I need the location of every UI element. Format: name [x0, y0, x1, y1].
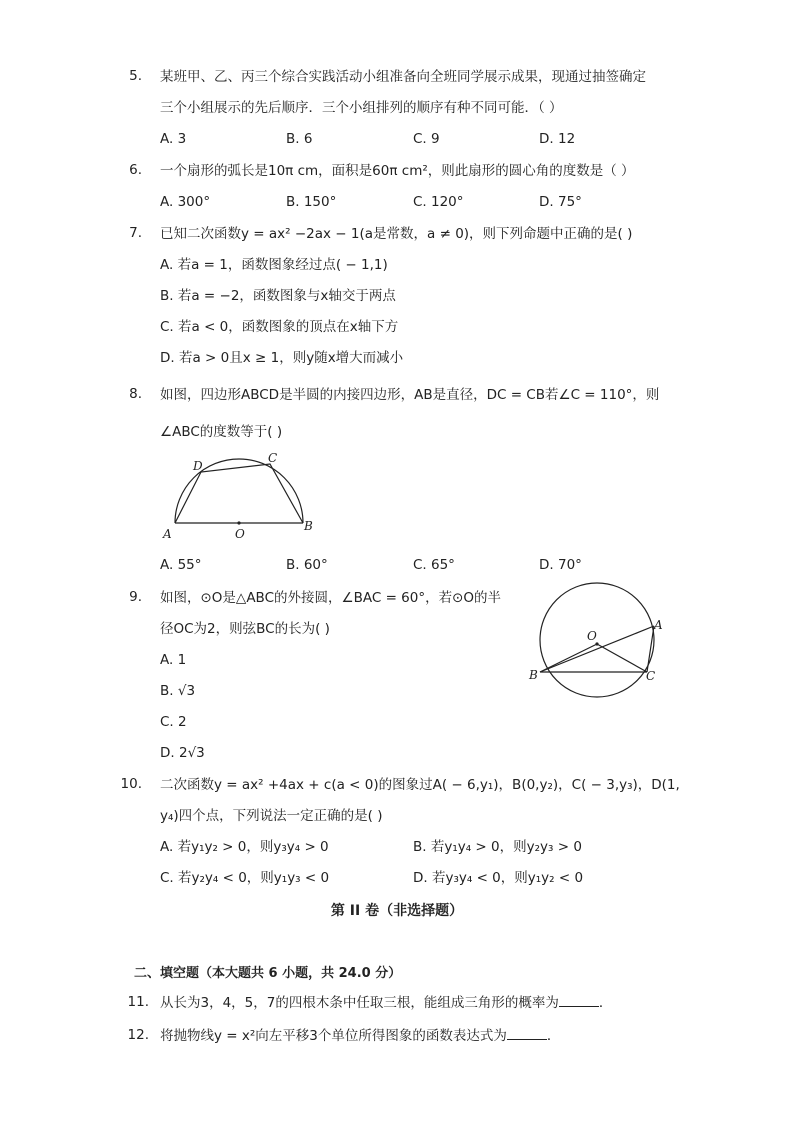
question-7-number: 7. [129, 225, 142, 241]
label-c: C [268, 451, 278, 465]
fill-in-blank-part-title: 二、填空题（本大题共 6 小题，共 24.0 分） [134, 966, 402, 981]
question-9-option-b[interactable]: B. √3 [160, 683, 196, 699]
radius-ob [540, 644, 597, 672]
question-9-number: 9. [129, 589, 142, 605]
question-11-period: ． [598, 995, 613, 1011]
question-6-text: 一个扇形的弧长是10π cm，面积是60π cm²，则此扇形的圆心角的度数是（ ） [160, 163, 635, 179]
question-11-text [160, 994, 612, 1012]
question-6-number: 6. [129, 162, 142, 178]
question-5-number: 5. [129, 68, 142, 84]
question-9-text-line1: 如图，⊙O是△ABC的外接圆，∠BAC = 60°，若⊙O的半 [160, 590, 502, 606]
question-5-option-b[interactable]: B. 6 [286, 131, 313, 147]
semicircle-quadrilateral-figure [160, 448, 330, 548]
question-10-option-d[interactable]: D. 若y₃y₄ < 0，则y₁y₂ < 0 [413, 870, 584, 886]
question-5-option-a[interactable]: A. 3 [160, 131, 187, 147]
center-point-o [237, 521, 240, 524]
circle-o [540, 583, 654, 697]
question-5-text-line2: 三个小组展示的先后顺序．三个小组排列的顺序有种不同可能．（ ） [160, 100, 563, 116]
label-d: D [193, 459, 203, 473]
question-12-answer-blank[interactable] [507, 1027, 547, 1040]
label-a: A [654, 618, 663, 632]
question-7-option-c[interactable]: C. 若a < 0，函数图象的顶点在x轴下方 [160, 319, 399, 335]
question-9-option-a[interactable]: A. 1 [160, 652, 187, 668]
question-7-option-a[interactable]: A. 若a = 1，函数图象经过点( − 1,1) [160, 257, 388, 273]
question-10-option-b[interactable]: B. 若y₁y₄ > 0，则y₂y₃ > 0 [413, 839, 582, 855]
label-b: B [304, 519, 313, 533]
side-ba [540, 626, 654, 672]
question-7-option-d[interactable]: D. 若a > 0且x ≥ 1，则y随x增大而减小 [160, 350, 404, 366]
question-5-text-line1: 某班甲、乙、丙三个综合实践活动小组准备向全班同学展示成果，现通过抽签确定 [160, 69, 646, 85]
question-11-number: 11. [127, 994, 149, 1010]
question-10-option-a[interactable]: A. 若y₁y₂ > 0，则y₃y₄ > 0 [160, 839, 329, 855]
question-9-option-c[interactable]: C. 2 [160, 714, 187, 730]
question-11-stem: 从长为3，4，5，7的四根木条中任取三根，能组成三角形的概率为 [160, 995, 559, 1011]
question-7-option-b[interactable]: B. 若a = −2，函数图象与x轴交于两点 [160, 288, 396, 304]
label-b: B [529, 668, 538, 682]
label-c: C [646, 669, 656, 683]
question-9-text-line2: 径OC为2，则弦BC的长为( ) [160, 621, 330, 637]
label-a: A [163, 527, 172, 541]
question-10-text-line1: 二次函数y = ax² +4ax + c(a < 0)的图象过A( − 6,y₁)，B(0,y₂)，C( − 3,y₃)，D(1, [160, 777, 680, 793]
section-2-title: 第 II 卷（非选择题） [330, 903, 464, 919]
question-8-number: 8. [129, 386, 142, 402]
question-10-number: 10. [120, 776, 142, 792]
question-9-option-d[interactable]: D. 2√3 [160, 745, 205, 761]
question-6-option-c[interactable]: C. 120° [413, 194, 464, 210]
question-8-option-a[interactable]: A. 55° [160, 557, 202, 573]
question-6-option-d[interactable]: D. 75° [539, 194, 582, 210]
question-8-text-line1: 如图，四边形ABCD是半圆的内接四边形，AB是直径，DC = CB若∠C = 110°，则 [160, 387, 660, 403]
question-12-period: ． [546, 1028, 561, 1044]
question-11-answer-blank[interactable] [559, 994, 599, 1007]
question-12-number: 12. [127, 1027, 149, 1043]
label-o: O [587, 629, 597, 643]
question-8-option-b[interactable]: B. 60° [286, 557, 328, 573]
label-o: O [235, 527, 245, 541]
question-12-text [160, 1027, 560, 1045]
question-10-option-c[interactable]: C. 若y₂y₄ < 0，则y₁y₃ < 0 [160, 870, 330, 886]
question-6-option-a[interactable]: A. 300° [160, 194, 211, 210]
question-7-text: 已知二次函数y = ax² −2ax − 1(a是常数，a ≠ 0)，则下列命题中正确的是( ) [160, 226, 633, 242]
question-5-option-c[interactable]: C. 9 [413, 131, 440, 147]
question-8-option-c[interactable]: C. 65° [413, 557, 455, 573]
question-8-option-d[interactable]: D. 70° [539, 557, 582, 573]
circumcircle-figure [525, 582, 675, 702]
question-10-text-line2: y₄)四个点，下列说法一定正确的是( ) [160, 808, 383, 824]
question-6-option-b[interactable]: B. 150° [286, 194, 337, 210]
question-12-stem: 将抛物线y = x²向左平移3个单位所得图象的函数表达式为 [160, 1028, 507, 1044]
question-8-text-line2: ∠ABC的度数等于( ) [160, 424, 283, 440]
radius-oc [597, 644, 647, 672]
question-5-option-d[interactable]: D. 12 [539, 131, 576, 147]
